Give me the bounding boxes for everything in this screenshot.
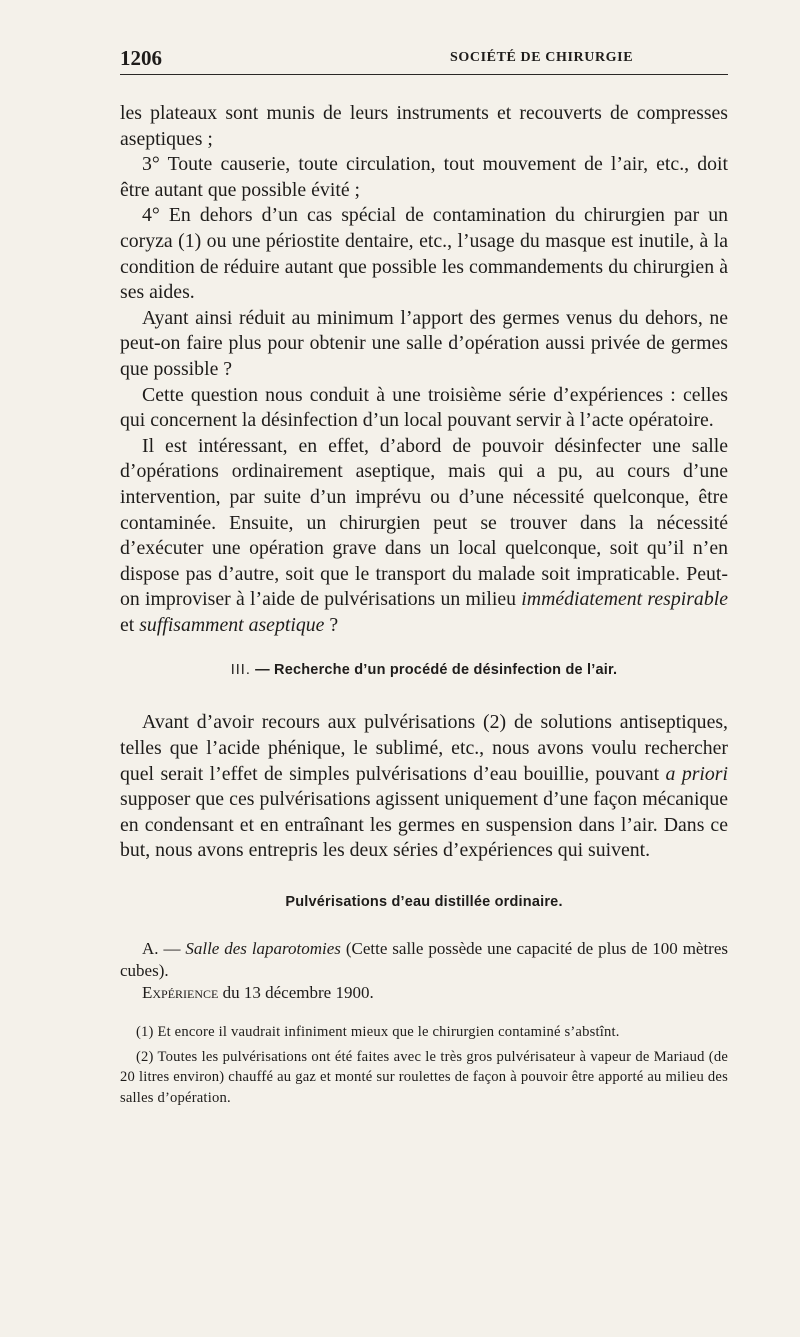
paragraph-item-3: 3° Toute causerie, toute circulation, tout mouvement de l’air, etc., doit être autant que possible évité ; xyxy=(120,153,728,201)
running-head: SOCIÉTÉ DE CHIRURGIE xyxy=(450,50,634,65)
experiment-date: Expérience du 13 décembre 1900. xyxy=(142,983,374,1003)
paragraph-section-intro: Avant d’avoir recours aux pulvérisations (2) de solutions antiseptiques, telles que l’acide phénique, le sublimé, etc., nous avons voulu rechercher quel serait l’effet de simples pulvérisations d’eau bouillie, pouvant a priori supposer que ces pulvérisations agissent uniquement d’une façon mécanique en condensant et en entraînant les germes en suspension dans l’air. Dans ce but, nous avons entrepris les deux séries d’expériences qui suivent. xyxy=(120,711,728,862)
footnote-1: (1) Et encore il vaudrait infiniment mieux que le chirurgien contaminé s’abstînt. xyxy=(136,1024,620,1041)
page-body xyxy=(120,101,728,1108)
section-heading: III. — Recherche d’un procédé de désinfection de l’air. xyxy=(230,662,618,679)
italic-phrase: a priori xyxy=(665,762,728,785)
page-header xyxy=(120,44,728,75)
paragraph-continued: les plateaux sont munis de leurs instruments et recouverts de compresses aseptiques ; xyxy=(120,102,728,150)
experiment-block xyxy=(120,938,728,1004)
italic-phrase: suffisamment aseptique xyxy=(139,613,325,636)
paragraph-disinfection: Il est intéressant, en effet, d’abord de pouvoir désinfecter une salle d’opérations ordinairement aseptique, mais qui a pu, au cours d’une intervention, par suite d’un imprévu ou d’une nécessité quelconque, être contaminée. Ensuite, un chirurgien peut se trouver dans la nécessité d’exécuter une opération grave dans un local quelconque, soit qu’il n’en dispose pas d’autre, soit que le transport du malade soit impraticable. Peut-on improviser à l’aide de pulvérisations un milieu immédiatement respirable et suffisamment aseptique ? xyxy=(120,434,728,636)
footnote-ref-1: (1) xyxy=(178,229,202,252)
footnotes xyxy=(120,1022,728,1108)
italic-phrase: immédiatement respirable xyxy=(521,588,728,611)
paragraph-item-4: 4° En dehors d’un cas spécial de contamination du chirurgien par un coryza (1) ou une périostite dentaire, etc., l’usage du masque est inutile, à la condition de réduire autant que possible les commandements du chirurgien à ses aides. xyxy=(120,204,728,304)
experiment-room: A. — Salle des laparotomies (Cette salle possède une capacité de plus de 100 mètres cubes). xyxy=(120,939,729,981)
page-number: 1206 xyxy=(120,46,162,70)
subsection-heading: Pulvérisations d’eau distillée ordinaire. xyxy=(285,894,563,911)
paragraph-germs: Ayant ainsi réduit au minimum l’apport des germes venus du dehors, ne peut-on faire plus pour obtenir une salle d’opération aussi privée de germes que possible ? xyxy=(120,306,728,380)
paragraph-question: Cette question nous conduit à une troisième série d’expériences : celles qui concernent la désinfection d’un local pouvant servir à l’acte opératoire. xyxy=(120,383,728,432)
footnote-ref-2: (2) xyxy=(483,711,507,734)
footnote-2: (2) Toutes les pulvérisations ont été faites avec le très gros pulvérisateur à vapeur de Mariaud (de 20 litres environ) chauffé au gaz et monté sur roulettes de façon à pouvoir être apporté au milieu des salles d’opération. xyxy=(120,1048,728,1106)
